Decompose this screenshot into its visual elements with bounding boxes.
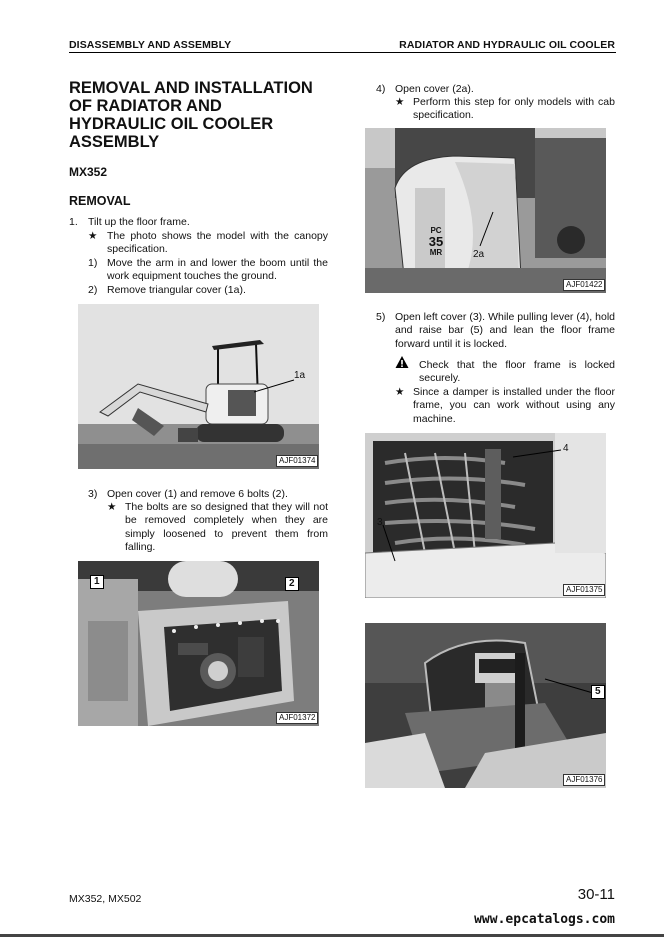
cab-cover-photo xyxy=(365,128,606,293)
title-line: REMOVAL AND INSTALLATION xyxy=(69,79,313,97)
callout-1a: 1a xyxy=(294,370,306,381)
badge-line: MR xyxy=(429,248,443,257)
machine-badge xyxy=(425,226,447,257)
callout-2: 2 xyxy=(285,577,299,591)
step5-number: 5) xyxy=(376,311,386,323)
title-line: HYDRAULIC OIL COOLER xyxy=(69,115,274,133)
page-title xyxy=(69,79,339,151)
engine-cover-photo xyxy=(78,561,319,726)
removal-heading: REMOVAL xyxy=(69,194,131,208)
warning-triangle-icon xyxy=(395,355,409,369)
excavator-photo xyxy=(78,304,319,469)
star-note-icon: ★ xyxy=(395,386,405,398)
callout-3: 3 xyxy=(377,517,383,528)
floor-frame-photo xyxy=(365,623,606,788)
header-topic-title: RADIATOR AND HYDRAULIC OIL COOLER xyxy=(399,39,615,51)
figure-code: AJF01422 xyxy=(563,279,605,291)
step3-number: 3) xyxy=(88,488,98,500)
step1-note: The photo shows the model with the canopy specification. xyxy=(107,230,328,256)
step1-number: 1. xyxy=(69,216,78,228)
step1-text: Tilt up the floor frame. xyxy=(88,216,190,228)
page-number: 30-11 xyxy=(577,886,615,903)
footer-watermark-url: www.epcatalogs.com xyxy=(474,912,615,927)
star-note-icon: ★ xyxy=(395,96,405,108)
step4-text: Open cover (2a). xyxy=(395,83,474,95)
title-line: ASSEMBLY xyxy=(69,133,160,151)
star-note-icon: ★ xyxy=(107,501,117,513)
callout-5: 5 xyxy=(591,685,605,699)
callout-2a: 2a xyxy=(473,249,485,260)
step5-warning: Check that the floor frame is locked securely. xyxy=(419,359,615,385)
step3-text: Open cover (1) and remove 6 bolts (2). xyxy=(107,488,288,500)
callout-1: 1 xyxy=(90,575,104,589)
header-rule xyxy=(69,52,616,53)
step1-sub1-text: Move the arm in and lower the boom until the work equipment touches the ground. xyxy=(107,257,328,283)
left-cover-photo xyxy=(365,433,606,598)
model-heading: MX352 xyxy=(69,165,108,179)
footer-models: MX352, MX502 xyxy=(69,893,142,905)
badge-line: 35 xyxy=(428,234,444,249)
step1-sub2-text: Remove triangular cover (1a). xyxy=(107,284,246,296)
star-note-icon: ★ xyxy=(88,230,98,242)
callout-4: 4 xyxy=(563,443,569,454)
step4-number: 4) xyxy=(376,83,386,95)
step5-text: Open left cover (3). While pulling lever (4), hold and raise bar (5) and lean the floor frame forward until it is locked. xyxy=(395,311,615,350)
badge-line: PC xyxy=(430,226,442,235)
step5-note: Since a damper is installed under the floor frame, you can work without using any machine. xyxy=(413,386,615,425)
step3-note: The bolts are so designed that they will not be removed completely when they are simply loosened to prevent them from falling. xyxy=(125,501,328,553)
figure-code: AJF01372 xyxy=(276,712,318,724)
figure-code: AJF01375 xyxy=(563,584,605,596)
figure-code: AJF01374 xyxy=(276,455,318,467)
header-section-title: DISASSEMBLY AND ASSEMBLY xyxy=(69,39,232,51)
title-line: OF RADIATOR AND xyxy=(69,97,222,115)
figure-code: AJF01376 xyxy=(563,774,605,786)
step4-note: Perform this step for only models with cab specification. xyxy=(413,96,615,122)
step1-sub1-number: 1) xyxy=(88,257,98,269)
step1-sub2-number: 2) xyxy=(88,284,98,296)
